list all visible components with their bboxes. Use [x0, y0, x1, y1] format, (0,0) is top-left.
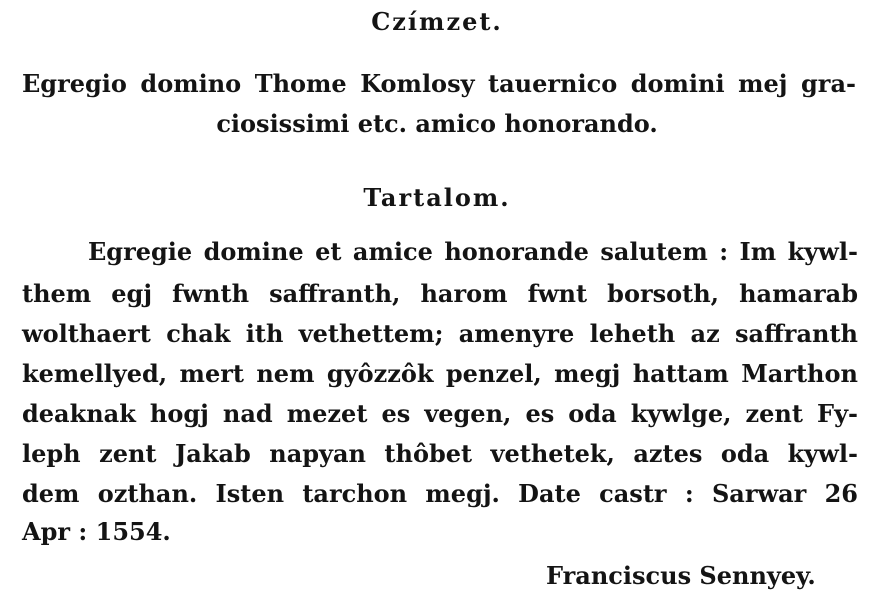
- address-line-2: ciosissimi etc. amico honorando.: [216, 109, 658, 138]
- content-line-2: [22, 279, 858, 308]
- word: :: [719, 237, 729, 266]
- word: vethetek,: [490, 439, 615, 468]
- word: ith: [245, 319, 284, 348]
- word: amice: [352, 237, 433, 266]
- word: thôbet: [384, 439, 473, 468]
- word: :: [684, 479, 694, 508]
- word: es: [381, 399, 411, 428]
- word: fwnt: [527, 279, 588, 308]
- word: harom: [420, 279, 508, 308]
- content-line-5: [22, 399, 858, 428]
- word: zent: [745, 399, 803, 428]
- word: domino: [140, 69, 242, 98]
- word: egj: [111, 279, 152, 308]
- word: castr: [599, 479, 667, 508]
- word: vethettem;: [298, 319, 444, 348]
- word: az: [690, 319, 720, 348]
- word: nad: [222, 399, 273, 428]
- word: amenyre: [458, 319, 575, 348]
- word: Marthon: [741, 359, 858, 388]
- word: ozthan.: [97, 479, 198, 508]
- word: saffranth: [735, 319, 858, 348]
- word: kywl-: [787, 237, 858, 266]
- word: et: [315, 237, 342, 266]
- address-line-1: [22, 69, 856, 98]
- word: kemellyed,: [22, 359, 168, 388]
- word: Jakab: [174, 439, 251, 468]
- word: wolthaert: [22, 319, 151, 348]
- word: aztes: [633, 439, 703, 468]
- content-line-3: [22, 319, 858, 348]
- content-line-6: [22, 439, 858, 468]
- word: Egregie: [88, 237, 193, 266]
- word: Isten: [215, 479, 285, 508]
- word: tarchon: [302, 479, 408, 508]
- content-line-8: Apr : 1554.: [22, 517, 171, 546]
- word: chak: [166, 319, 231, 348]
- content-heading: Tartalom.: [363, 183, 511, 212]
- word: leph: [22, 439, 81, 468]
- word: hattam: [632, 359, 729, 388]
- word: mert: [179, 359, 244, 388]
- word: nem: [256, 359, 315, 388]
- word: zent: [99, 439, 157, 468]
- word: borsoth,: [607, 279, 719, 308]
- word: Im: [739, 237, 777, 266]
- word: hamarab: [739, 279, 858, 308]
- word: them: [22, 279, 92, 308]
- content-line-7: [22, 479, 858, 508]
- word: Komlosy: [360, 69, 475, 98]
- word: salutem: [600, 237, 708, 266]
- word: mezet: [286, 399, 368, 428]
- word: megj.: [425, 479, 500, 508]
- word: vegen,: [424, 399, 512, 428]
- word: 26: [824, 479, 858, 508]
- word: fwnth: [172, 279, 250, 308]
- word: penzel,: [445, 359, 542, 388]
- word: tauernico: [488, 69, 618, 98]
- word: es: [525, 399, 555, 428]
- address-heading: Czímzet.: [371, 7, 503, 36]
- word: oda: [568, 399, 617, 428]
- word: napyan: [269, 439, 366, 468]
- word: domine: [203, 237, 304, 266]
- word: oda: [720, 439, 770, 468]
- word: Fy-: [817, 399, 858, 428]
- word: megj: [554, 359, 621, 388]
- word: saffranth,: [269, 279, 401, 308]
- content-line-4: [22, 359, 858, 388]
- word: Thome: [254, 69, 347, 98]
- word: Sarwar: [711, 479, 807, 508]
- word: honorande: [444, 237, 589, 266]
- word: domini: [630, 69, 725, 98]
- content-line-1: [88, 237, 858, 266]
- signature: Franciscus Sennyey.: [546, 561, 816, 590]
- word: deaknak: [22, 399, 136, 428]
- word: gra-: [801, 69, 856, 98]
- word: dem: [22, 479, 80, 508]
- word: mej: [738, 69, 788, 98]
- word: Date: [518, 479, 581, 508]
- word: Egregio: [22, 69, 127, 98]
- word: gyôzzôk: [326, 359, 434, 388]
- word: kywlge,: [630, 399, 732, 428]
- word: hogj: [149, 399, 209, 428]
- word: leheth: [589, 319, 676, 348]
- word: kywl-: [787, 439, 858, 468]
